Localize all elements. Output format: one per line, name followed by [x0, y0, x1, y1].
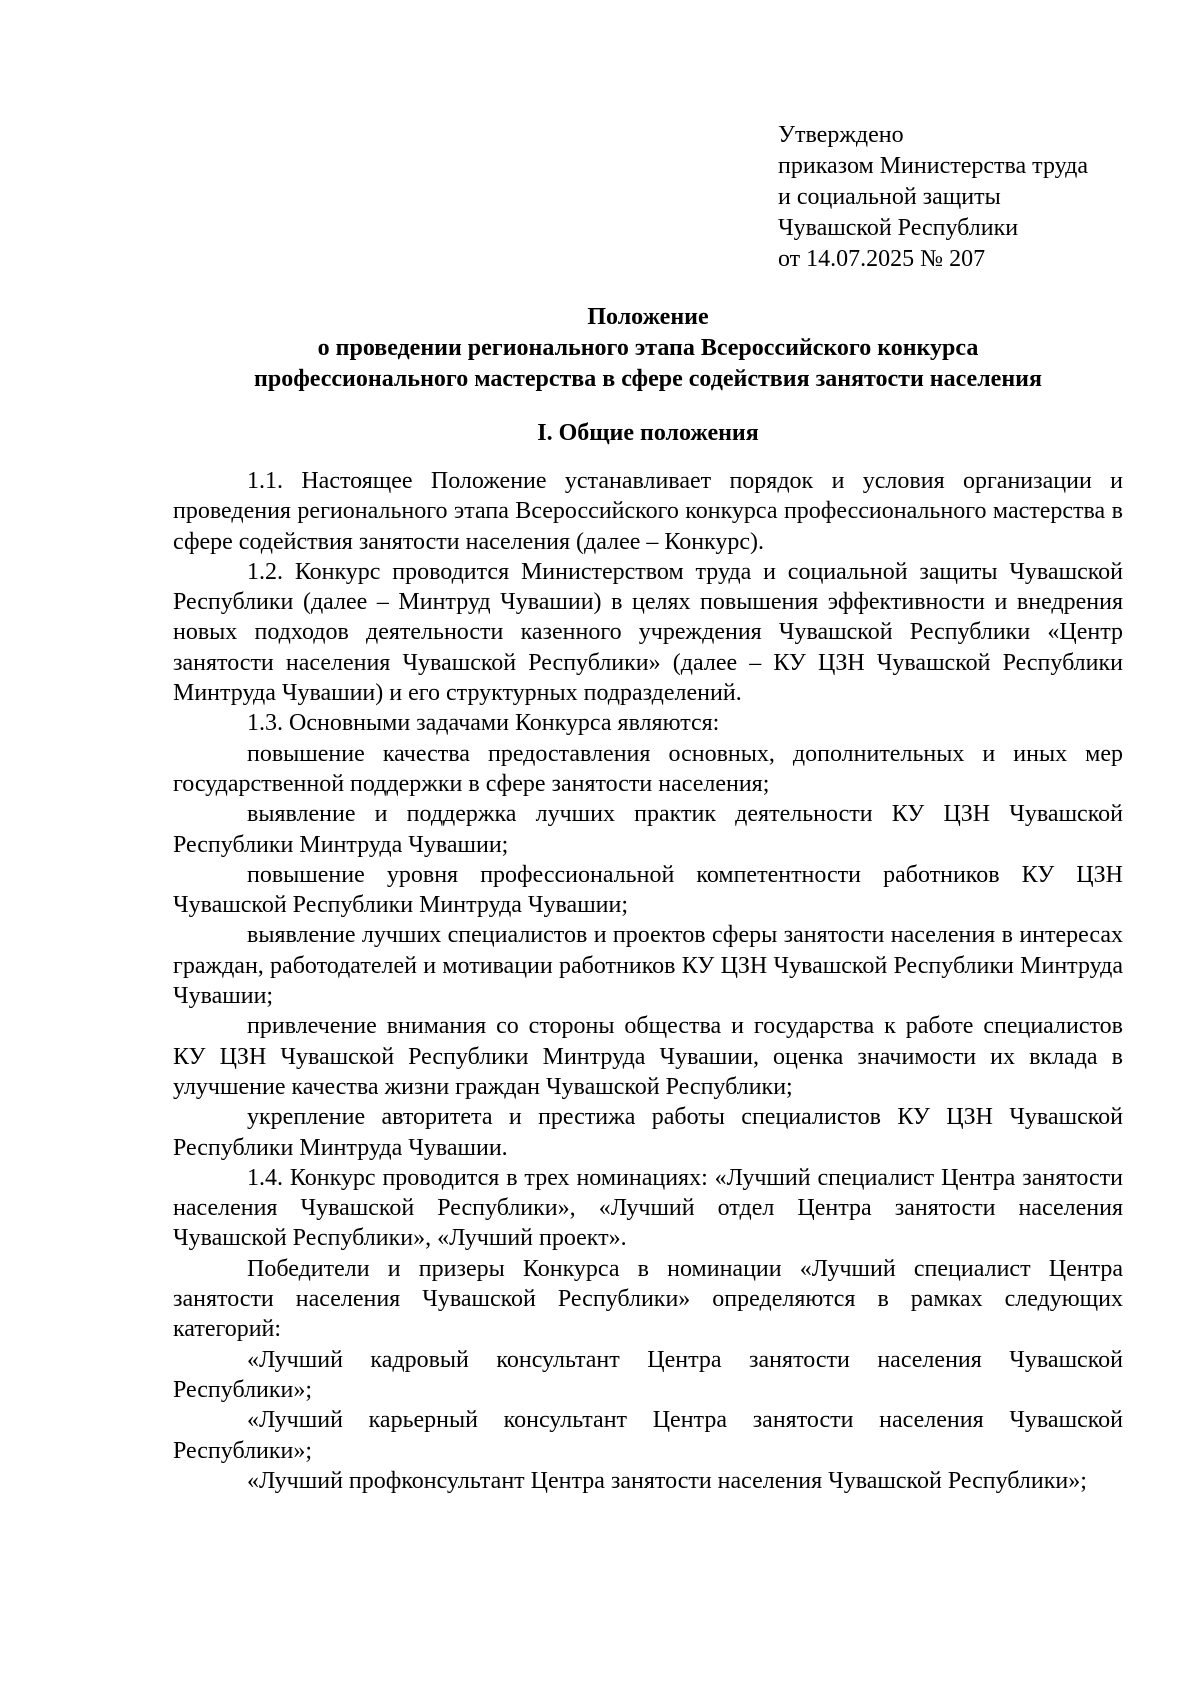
approval-stamp-block	[778, 120, 1138, 275]
task-item: повышение уровня профессиональной компетентности работников КУ ЦЗН Чувашской Республики Минтруда Чувашии;	[173, 861, 1123, 919]
task-item: выявление и поддержка лучших практик деятельности КУ ЦЗН Чувашской Республики Минтруда Чувашии;	[173, 801, 1123, 858]
category-item: «Лучший карьерный консультант Центра занятости населения Чувашской Республики»;	[173, 1407, 1123, 1464]
task-item: укрепление авторитета и престижа работы специалистов КУ ЦЗН Чувашской Республики Минтруда Чувашии.	[173, 1104, 1123, 1161]
document-body	[173, 466, 1123, 1496]
paragraph-1-4: 1.4. Конкурс проводится в трех номинациях: «Лучший специалист Центра занятости населения Чувашской Республики», «Лучший отдел Центра занятости населения Чувашской Республики», «Лучший проект».	[173, 1164, 1123, 1252]
paragraph-1-3: 1.3. Основными задачами Конкурса являются:	[247, 710, 720, 737]
task-item: выявление лучших специалистов и проектов сферы занятости населения в интересах граждан, работодателей и мотивации работников КУ ЦЗН Чувашской Республики Минтруда Чувашии;	[173, 922, 1123, 1010]
task-item: привлечение внимания со стороны общества и государства к работе специалистов КУ ЦЗН Чувашской Республики Минтруда Чувашии, оценка значимости их вклада в улучшение качества жизни граждан Чувашской Республики;	[173, 1013, 1123, 1100]
document-title	[173, 302, 1123, 395]
category-item: «Лучший кадровый консультант Центра занятости населения Чувашской Республики»;	[173, 1346, 1123, 1403]
winners-paragraph: Победители и призеры Конкурса в номинации «Лучший специалист Центра занятости населения Чувашской Республики» определяются в рамках следующих категорий:	[173, 1255, 1123, 1343]
approval-line-ministry: и социальной защиты	[778, 184, 1001, 210]
title-line-3: профессионального мастерства в сфере содействия занятости населения	[254, 366, 1042, 392]
section-heading: I. Общие положения	[537, 420, 759, 446]
approval-line-date-number: от 14.07.2025 № 207	[778, 246, 986, 272]
task-item: повышение качества предоставления основных, дополнительных и иных мер государственной поддержки в сфере занятости населения;	[173, 740, 1123, 797]
title-line-1: Положение	[587, 304, 709, 330]
title-line-2: о проведении регионального этапа Всероссийского конкурса	[317, 335, 979, 361]
paragraph-1-2: 1.2. Конкурс проводится Министерством труда и социальной защиты Чувашской Республики (далее – Минтруд Чувашии) в целях повышения эффективности и внедрения новых подходов деятельности казенного учреждения Чувашской Республики «Центр занятости населения Чувашской Республики» (далее – КУ ЦЗН Чувашской Республики Минтруда Чувашии) и его структурных подразделений.	[173, 558, 1123, 707]
paragraph-1-1: 1.1. Настоящее Положение устанавливает порядок и условия организации и проведения регионального этапа Всероссийского конкурса профессионального мастерства в сфере содействия занятости населения (далее – Конкурс).	[173, 468, 1123, 555]
approval-line-republic: Чувашской Республики	[778, 215, 1019, 241]
category-item: «Лучший профконсультант Центра занятости населения Чувашской Республики»;	[247, 1467, 1087, 1494]
approval-line-approved: Утверждено	[778, 122, 904, 148]
approval-line-order: приказом Министерства труда	[778, 153, 1088, 179]
